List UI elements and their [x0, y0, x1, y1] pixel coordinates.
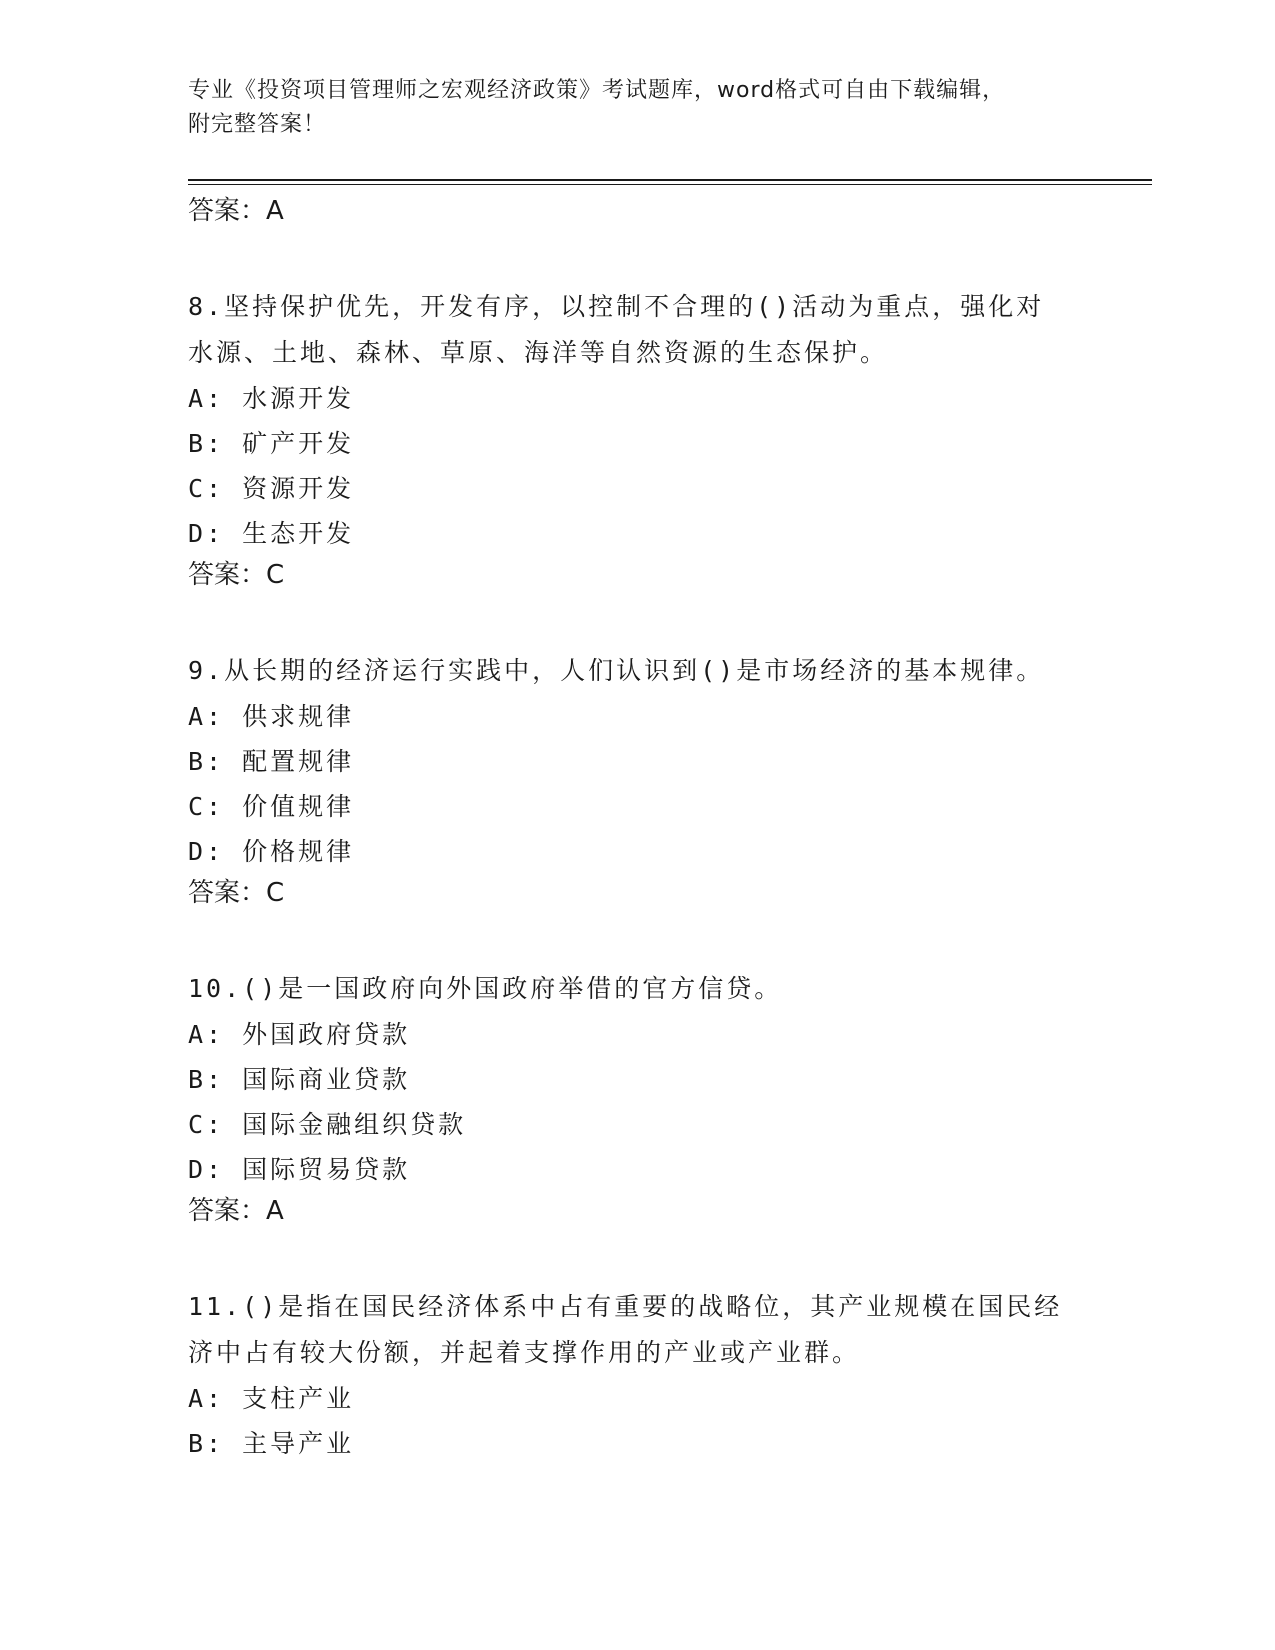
question-list: [188, 192, 1088, 1466]
option-c: C: 价值规律: [188, 792, 355, 821]
option-a: A: 外国政府贷款: [188, 1020, 411, 1049]
option-a: A: 支柱产业: [188, 1384, 355, 1413]
previous-answer: 答案：A: [188, 196, 284, 226]
question-text: [188, 1284, 1088, 1376]
question-text: [188, 966, 1088, 1012]
question-line: 水源、土地、森林、草原、海洋等自然资源的生态保护。: [188, 338, 889, 367]
answer-line: 答案：C: [188, 560, 285, 590]
option-b: B: 配置规律: [188, 747, 355, 776]
page-header: [188, 74, 1088, 142]
header-line-1: 专业《投资项目管理师之宏观经济政策》考试题库，word格式可自由下载编辑，: [188, 78, 1006, 103]
answer-line: 答案：C: [188, 878, 285, 908]
question-text: [188, 648, 1088, 694]
option-a: A: 供求规律: [188, 702, 355, 731]
option-d: D: 国际贸易贷款: [188, 1155, 411, 1184]
question-item: [188, 966, 1088, 1230]
option-b: B: 国际商业贷款: [188, 1065, 411, 1094]
header-line-2: 附完整答案！: [188, 112, 327, 137]
question-item: [188, 284, 1088, 594]
option-b: B: 矿产开发: [188, 429, 355, 458]
header-divider-thick: [188, 179, 1152, 181]
header-divider-thin: [188, 184, 1152, 185]
question-item: [188, 1284, 1088, 1466]
answer-line: 答案：A: [188, 1196, 284, 1226]
question-line: 11.()是指在国民经济体系中占有重要的战略位，其产业规模在国民经: [188, 1292, 1063, 1321]
option-d: D: 生态开发: [188, 519, 355, 548]
question-line: 8.坚持保护优先，开发有序，以控制不合理的()活动为重点，强化对: [188, 292, 1045, 321]
option-b: B: 主导产业: [188, 1429, 355, 1458]
question-item: [188, 648, 1088, 912]
question-line: 10.()是一国政府向外国政府举借的官方信贷。: [188, 974, 783, 1003]
option-c: C: 国际金融组织贷款: [188, 1110, 467, 1139]
question-text: [188, 284, 1088, 376]
question-line: 9.从长期的经济运行实践中，人们认识到()是市场经济的基本规律。: [188, 656, 1045, 685]
option-d: D: 价格规律: [188, 837, 355, 866]
question-line: 济中占有较大份额，并起着支撑作用的产业或产业群。: [188, 1338, 861, 1367]
option-a: A: 水源开发: [188, 384, 355, 413]
option-c: C: 资源开发: [188, 474, 355, 503]
